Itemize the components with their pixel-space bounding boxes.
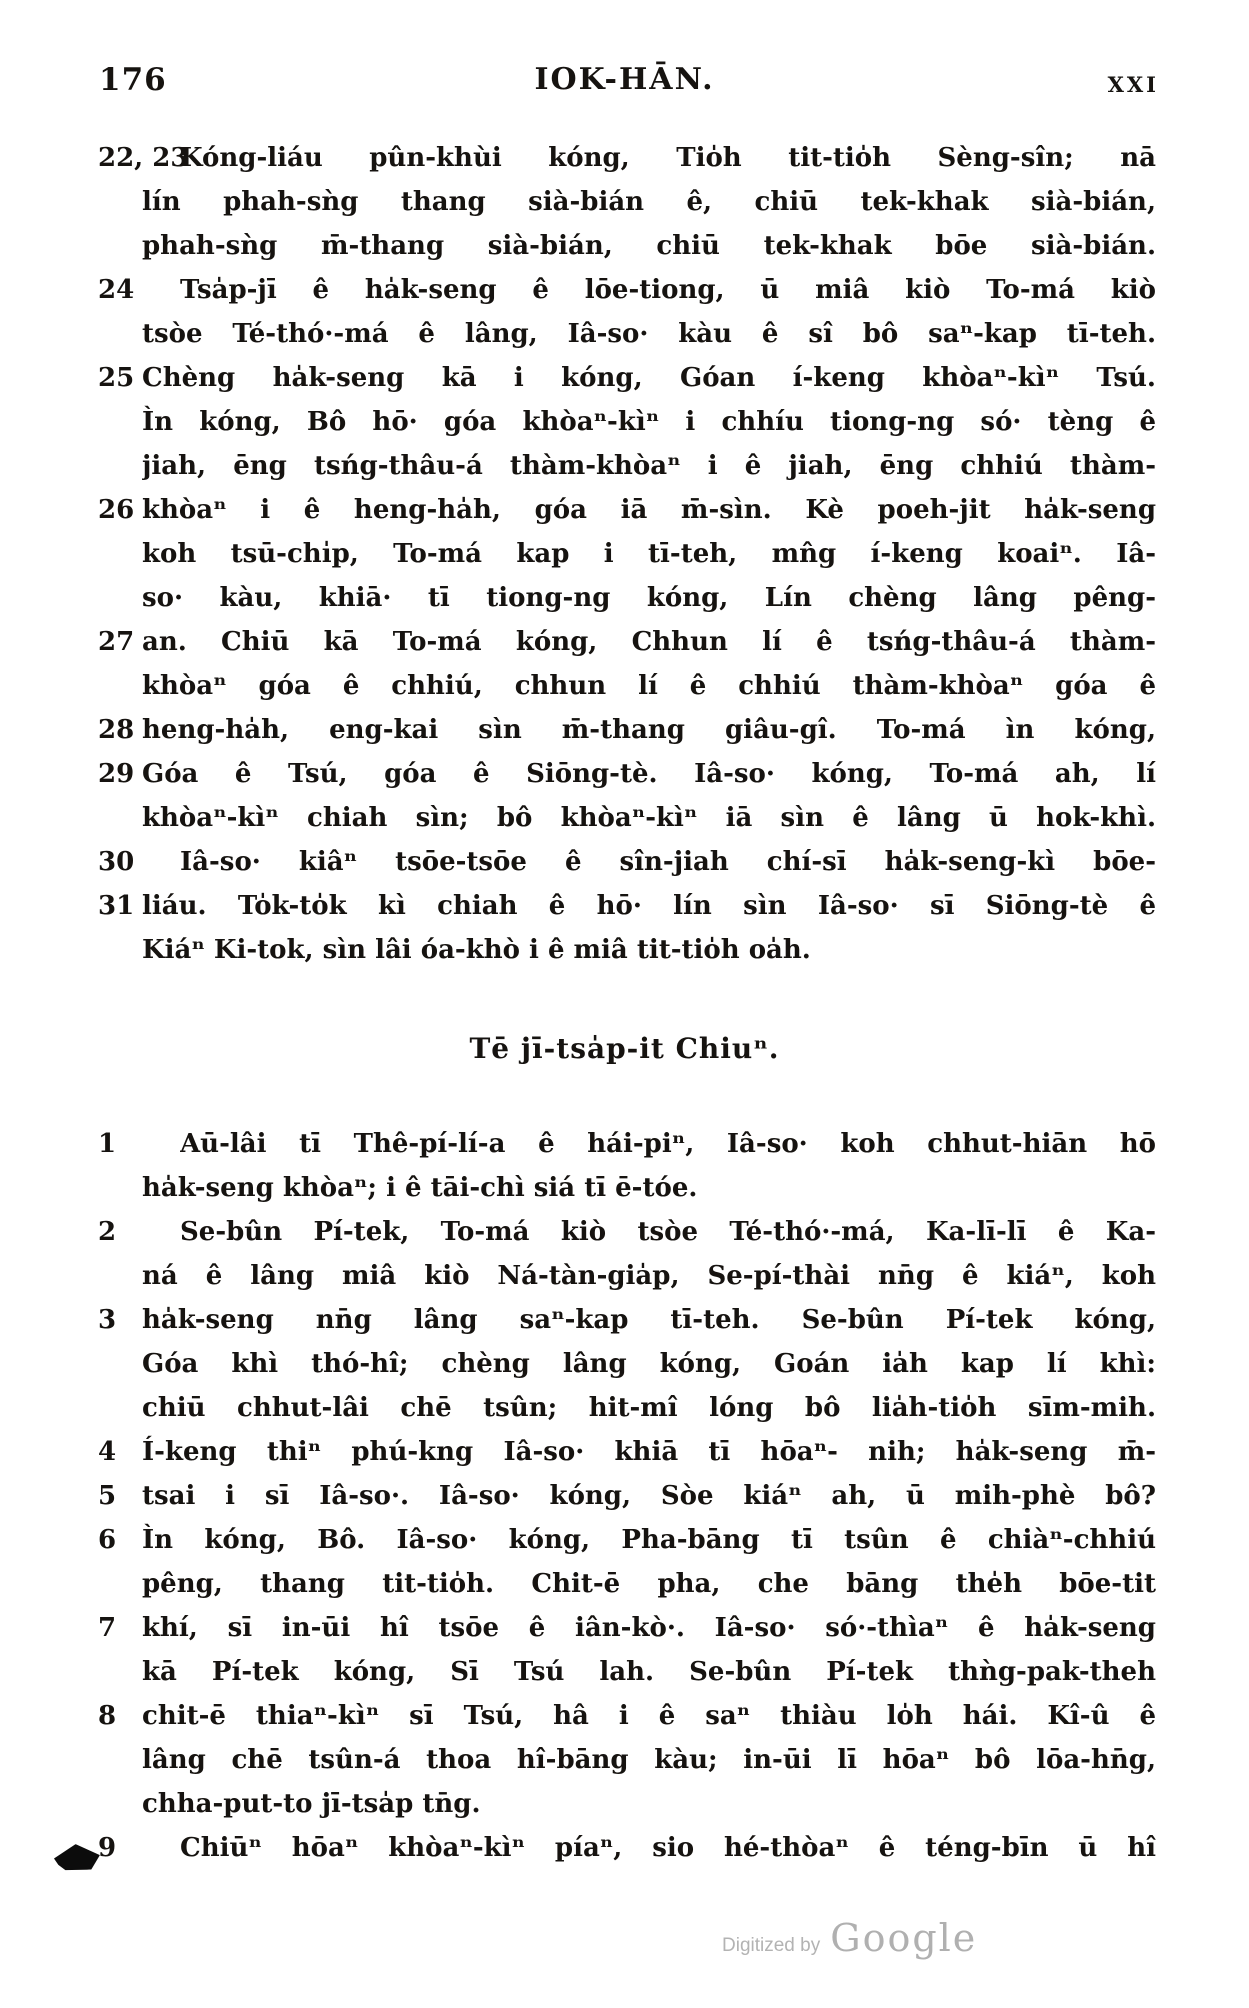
verse-text: Aū-lâi tī Thê-pí-lí-a ê hái-piⁿ, Iâ-so· koh chhut-hiān hō (180, 1129, 1156, 1159)
verse-text: chha-put-to jī-tsa̍p tn̄g. (142, 1789, 481, 1819)
verse-text: ná ê lâng miâ kiò Ná-tàn-gia̍p, Se-pí-thài nn̄g ê kiáⁿ, koh (142, 1261, 1156, 1291)
verse-number: 28 (98, 715, 135, 745)
verse-text: lín phah-sǹg thang sià-bián ê, chiū tek-khak sià-bián, (142, 187, 1156, 217)
verse-text: khí, sī in-ūi hî tsōe ê iân-kò·. Iâ-so· só·-thìaⁿ ê ha̍k-seng (142, 1613, 1156, 1643)
verse-text: Ìn kóng, Bô. Iâ-so· kóng, Pha-bāng tī tsûn ê chiàⁿ-chhiú (142, 1525, 1156, 1555)
verse-number: 2 (98, 1217, 117, 1247)
verse-line (98, 224, 1156, 268)
verse-text: jiah, ēng tsńg-thâu-á thàm-khòaⁿ i ê jiah, ēng chhiú thàm- (142, 451, 1156, 481)
verse-text: Góa ê Tsú, góa ê Siōng-tè. Iâ-so· kóng, To-má ah, lí (142, 759, 1156, 789)
verse-text: chit-ē thiaⁿ-kìⁿ sī Tsú, hâ i ê saⁿ thiàu lo̍h hái. Kî-û ê (142, 1701, 1156, 1731)
verse-text: an. Chiū kā To-má kóng, Chhun lí ê tsńg-thâu-á thàm- (142, 627, 1156, 657)
verse-line (98, 1254, 1156, 1298)
verse-number: 26 (98, 495, 135, 525)
verse-line (98, 1562, 1156, 1606)
verse-line (98, 708, 1156, 752)
ink-smudge (53, 1842, 102, 1874)
verse-line (98, 488, 1156, 532)
verse-text: chiū chhut-lâi chē tsûn; hit-mî lóng bô lia̍h-tio̍h sīm-mih. (142, 1393, 1156, 1423)
verse-line (98, 840, 1156, 884)
verse-text: heng-ha̍h, eng-kai sìn m̄-thang giâu-gî. To-má ìn kóng, (142, 715, 1156, 745)
verse-line (98, 180, 1156, 224)
verse-number: 4 (98, 1437, 117, 1467)
verse-text: Chèng ha̍k-seng kā i kóng, Góan í-keng khòaⁿ-kìⁿ Tsú. (142, 363, 1156, 393)
verse-line (98, 796, 1156, 840)
verse-number: 25 (98, 363, 135, 393)
verse-line (98, 136, 1156, 180)
verse-line (98, 1386, 1156, 1430)
verse-number: 6 (98, 1525, 117, 1555)
verse-number: 5 (98, 1481, 117, 1511)
page-number: 176 (99, 62, 167, 98)
chapter-21-text-block (98, 1122, 1156, 1870)
verse-text: Í-keng thiⁿ phú-kng Iâ-so· khiā tī hōaⁿ- nih; ha̍k-seng m̄- (142, 1437, 1156, 1467)
verse-line (98, 576, 1156, 620)
verse-text: koh tsū-chi̍p, To-má kap i tī-teh, mn̂g í-keng koaiⁿ. Iâ- (142, 539, 1156, 569)
verse-text: so· kàu, khiā· tī tiong-ng kóng, Lín chèng lâng pêng- (142, 583, 1156, 613)
verse-text: Iâ-so· kiâⁿ tsōe-tsōe ê sîn-jiah chí-sī ha̍k-seng-kì bōe- (180, 847, 1156, 877)
verse-text: kā Pí-tek kóng, Sī Tsú lah. Se-bûn Pí-tek thǹg-pak-theh (142, 1657, 1156, 1687)
verse-line (98, 1430, 1156, 1474)
verse-line (98, 1298, 1156, 1342)
verse-line (98, 1518, 1156, 1562)
verse-line (98, 1474, 1156, 1518)
verse-line (98, 400, 1156, 444)
verse-text: lâng chē tsûn-á thoa hî-bāng kàu; in-ūi lī hōaⁿ bô lōa-hn̄g, (142, 1745, 1156, 1775)
verse-text: Kiáⁿ Ki-tok, sìn lâi óa-khò i ê miâ tit-tio̍h oa̍h. (142, 935, 811, 965)
verse-text: khòaⁿ góa ê chhiú, chhun lí ê chhiú thàm-khòaⁿ góa ê (142, 671, 1156, 701)
verse-line (98, 268, 1156, 312)
verse-number: 22, 23 (98, 143, 189, 173)
verse-line (98, 1694, 1156, 1738)
verse-number: 7 (98, 1613, 117, 1643)
verse-number: 8 (98, 1701, 117, 1731)
verse-text: Kóng-liáu pûn-khùi kóng, Tio̍h tit-tio̍h Sèng-sîn; nā (180, 143, 1156, 173)
verse-number: 27 (98, 627, 135, 657)
verse-text: ha̍k-seng khòaⁿ; i ê tāi-chì siá tī ē-tóe. (142, 1173, 698, 1203)
verse-text: Chiūⁿ hōaⁿ khòaⁿ-kìⁿ píaⁿ, sio hé-thòaⁿ ê téng-bīn ū hî (180, 1833, 1156, 1863)
verse-line (98, 312, 1156, 356)
verse-line (98, 620, 1156, 664)
verse-line (98, 1210, 1156, 1254)
verse-line (98, 664, 1156, 708)
verse-line (98, 884, 1156, 928)
verse-line (98, 752, 1156, 796)
verse-number: 3 (98, 1305, 117, 1335)
verse-text: Ìn kóng, Bô hō· góa khòaⁿ-kìⁿ i chhíu tiong-ng só· tèng ê (142, 407, 1156, 437)
google-logo: Google (830, 1916, 978, 1960)
verse-line (98, 1738, 1156, 1782)
verse-text: liáu. To̍k-to̍k kì chiah ê hō· lín sìn Iâ-so· sī Siōng-tè ê (142, 891, 1156, 921)
verse-line (98, 1782, 1156, 1826)
verse-line (98, 1650, 1156, 1694)
watermark-prefix: Digitized by (722, 1935, 821, 1956)
running-title: IOK-HĀN. (534, 62, 715, 97)
chapter-20-text-block (98, 136, 1156, 972)
verse-number: 9 (98, 1833, 117, 1863)
verse-number: 1 (98, 1129, 117, 1159)
digitized-watermark (722, 1916, 977, 1960)
verse-line (98, 1342, 1156, 1386)
verse-number: 24 (98, 275, 135, 305)
verse-number: 31 (98, 891, 135, 921)
verse-line (98, 928, 1156, 972)
verse-text: phah-sǹg m̄-thang sià-bián, chiū tek-khak bōe sià-bián. (142, 231, 1156, 261)
verse-text: ha̍k-seng nn̄g lâng saⁿ-kap tī-teh. Se-bûn Pí-tek kóng, (142, 1305, 1156, 1335)
verse-line (98, 1122, 1156, 1166)
verse-line (98, 356, 1156, 400)
verse-text: Se-bûn Pí-tek, To-má kiò tsòe Té-thó·-má, Ka-lī-lī ê Ka- (180, 1217, 1156, 1247)
verse-text: Góa khì thó-hî; chèng lâng kóng, Goán ia̍h kap lí khì: (142, 1349, 1156, 1379)
verse-number: 30 (98, 847, 135, 877)
verse-text: pêng, thang tit-tio̍h. Chit-ē pha, che bāng the̍h bōe-tit (142, 1569, 1156, 1599)
verse-text: khòaⁿ-kìⁿ chiah sìn; bô khòaⁿ-kìⁿ iā sìn ê lâng ū hok-khì. (142, 803, 1156, 833)
verse-line (98, 1826, 1156, 1870)
verse-text: Tsa̍p-jī ê ha̍k-seng ê lōe-tiong, ū miâ kiò To-má kiò (180, 275, 1156, 305)
verse-line (98, 1166, 1156, 1210)
verse-line (98, 444, 1156, 488)
verse-text: tsai i sī Iâ-so·. Iâ-so· kóng, Sòe kiáⁿ ah, ū mih-phè bô? (142, 1481, 1156, 1511)
verse-text: khòaⁿ i ê heng-ha̍h, góa iā m̄-sìn. Kè poeh-jit ha̍k-seng (142, 495, 1156, 525)
verse-text: tsòe Té-thó·-má ê lâng, Iâ-so· kàu ê sî bô saⁿ-kap tī-teh. (142, 319, 1156, 349)
verse-line (98, 1606, 1156, 1650)
chapter-roman-numeral: XXI (1107, 72, 1159, 97)
chapter-heading: Tē jī-tsa̍p-it Chiuⁿ. (469, 1032, 780, 1065)
verse-number: 29 (98, 759, 135, 789)
verse-line (98, 532, 1156, 576)
